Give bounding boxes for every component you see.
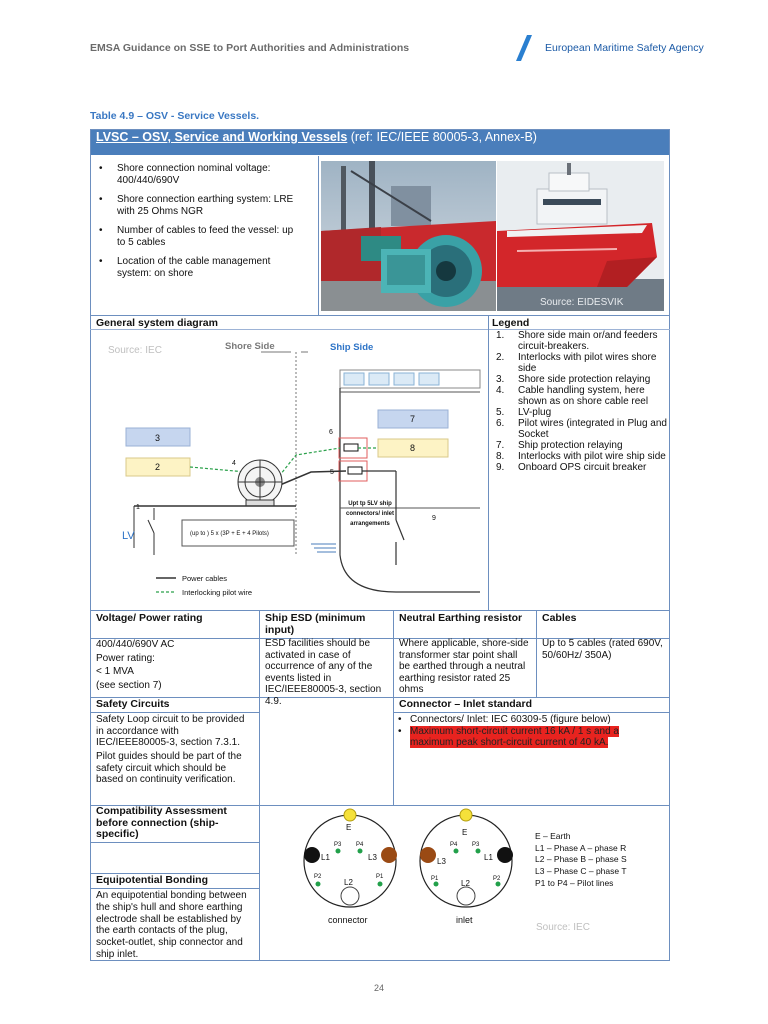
pin-label-p2: P2 <box>314 874 322 880</box>
col-divider <box>536 610 537 698</box>
ship-side-label: Ship Side <box>330 342 374 353</box>
legend-item: 3. Shore side protection relaying <box>496 374 651 385</box>
vessel-deck-photo <box>321 161 496 311</box>
ship-esd-cell: ESD facilities should be activated in case of occurrence of any of the events listed in IEC/IEEE80005-3, section 4.9. <box>265 638 382 707</box>
header-safety-circuits: Safety Circuits <box>96 698 170 710</box>
header-connector-inlet: Connector – Inlet standard <box>399 698 533 710</box>
voltage-line: < 1 MVA <box>96 666 134 677</box>
pin-key-line: E – Earth <box>535 831 571 841</box>
legend-power-cables: Power cables <box>182 574 228 583</box>
bullet-cable-management: • Location of the cable management system: on shore <box>92 256 304 279</box>
connector-standard-text: Connectors/ Inlet: IEC 60309-5 (figure below) <box>410 714 611 725</box>
pin-label-p4: P4 <box>450 842 458 848</box>
photo-source: Source: EIDESVIK <box>540 297 624 308</box>
diagram-num-4: 4 <box>232 460 236 467</box>
pin-label-l1: L1 <box>484 853 493 862</box>
legend-item: 2. Interlocks with pilot wires shore side <box>496 352 657 374</box>
diagram-num-1: 1 <box>136 504 140 511</box>
ship-connector-note-line: connectors/ inlet <box>345 511 394 517</box>
pin-key-line: L3 – Phase C – phase T <box>535 866 627 877</box>
col-divider <box>318 156 319 315</box>
inlet-label: inlet <box>456 915 473 925</box>
diagram-num-5: 5 <box>330 469 334 476</box>
diagram-box-7: 7 <box>410 414 416 424</box>
specs-bullet-list <box>92 163 304 287</box>
bullet-earthing-system: • Shore connection earthing system: LRE with 25 Ohms NGR <box>92 194 304 217</box>
pin-label-l1: L1 <box>321 853 330 862</box>
header-voltage: Voltage/ Power rating <box>96 612 203 624</box>
bullet-number-of-cables: • Number of cables to feed the vessel: up to 5 cables <box>92 225 304 248</box>
legend-pilot-wire: Interlocking pilot wire <box>182 588 253 597</box>
ship-connector-note-line: Upt tp 5LV ship <box>348 501 392 507</box>
diagram-heading: General system diagram <box>96 317 218 329</box>
pin-label-e: E <box>462 828 468 837</box>
equipotential-cell: An equipotential bonding between the ship's hull and shore earthing electrode shall be established by the earth contacts of the plug, socket-outlet, ship connector and ship inlet. <box>96 890 247 960</box>
legend-heading: Legend <box>492 317 530 329</box>
legend-item: 6. Pilot wires (integrated in Plug and Socket <box>496 418 667 440</box>
lv-label: LV <box>122 530 135 542</box>
voltage-rating-cell <box>96 638 256 692</box>
table-caption: Table 4.9 – OSV - Service Vessels. <box>90 110 260 122</box>
legend-item-text: Cable handling system, here shown as on shore cable reel <box>518 385 649 407</box>
short-circuit-highlight: Maximum short-circuit current 16 kA / 1 s and a maximum peak short-circuit current of 40 kA. <box>410 725 619 748</box>
diagram-num-6: 6 <box>329 429 333 436</box>
legend-item-text: Interlocks with pilot wires shore side <box>518 352 657 374</box>
legend-item-text: Shore side main or/and feeders circuit-breakers. <box>518 330 658 352</box>
connector-bullet-shortcircuit: • Maximum short-circuit current 16 kA / 1 s and a maximum peak short-circuit current of 40 kA. <box>398 725 619 748</box>
table-title-ref: (ref: IEC/IEEE 80005-3, Annex-B) <box>347 130 537 144</box>
legend-item-text: Pilot wires (integrated in Plug and Socket <box>518 418 667 440</box>
voltage-line: Power rating: <box>96 652 155 664</box>
diagram-box-3: 3 <box>155 433 161 443</box>
legend-item-text: Onboard OPS circuit breaker <box>518 462 647 473</box>
row-divider <box>90 712 260 713</box>
row-divider <box>90 888 260 889</box>
header-ship-esd: Ship ESD (minimum input) <box>265 612 366 636</box>
diagram-source: Source: IEC <box>108 345 162 356</box>
ship-connector-note <box>335 499 405 529</box>
legend-item: 4. Cable handling system, here shown as on shore cable reel <box>496 385 649 407</box>
pin-key <box>535 831 627 890</box>
header-compatibility: Compatibility Assessment before connection (ship-specific) <box>96 805 227 840</box>
cable-count-note: (up to ) 5 x (3P + E + 4 Pilots) <box>190 531 269 537</box>
table-title-main: LVSC – OSV, Service and Working Vessels <box>96 130 348 144</box>
legend-item-text: Interlocks with pilot wire ship side <box>518 451 666 462</box>
pin-label-l2: L2 <box>344 878 353 887</box>
shore-side-label: Shore Side <box>225 341 275 352</box>
page-number: 24 <box>374 983 385 993</box>
row-divider <box>90 315 670 316</box>
row-divider <box>90 842 260 843</box>
emsa-logo-slash-icon <box>514 34 534 62</box>
legend-item-text: Shore side protection relaying <box>518 374 651 385</box>
pin-label-p3: P3 <box>334 842 342 848</box>
col-divider <box>488 316 489 610</box>
diagram-box-8: 8 <box>410 443 416 453</box>
table-title-bar <box>91 130 669 155</box>
voltage-line: (see section 7) <box>96 679 162 691</box>
pins-source: Source: IEC <box>536 922 590 933</box>
diagram-num-9: 9 <box>432 515 436 522</box>
connector-pin-diagram <box>290 808 520 928</box>
header-cables: Cables <box>542 612 577 624</box>
pin-label-p1: P1 <box>431 876 439 882</box>
cables-cell: Up to 5 cables (rated 690V, 50/60Hz/ 350A) <box>542 638 663 661</box>
diagram-box-2: 2 <box>155 462 161 472</box>
legend-list <box>492 330 668 473</box>
legend-item-text: Ship protection relaying <box>518 440 623 451</box>
legend-item: 9. Onboard OPS circuit breaker <box>496 462 647 473</box>
pin-label-p3: P3 <box>472 842 480 848</box>
pin-label-p1: P1 <box>376 874 384 880</box>
legend-item: 5. LV-plug <box>496 407 552 418</box>
connector-inlet-cell <box>396 714 666 749</box>
voltage-line: 400/440/690V AC <box>96 639 175 650</box>
pin-key-line: L2 – Phase B – phase S <box>535 854 627 865</box>
document-header-title: EMSA Guidance on SSE to Port Authorities and Administrations <box>90 42 410 54</box>
safety-circuits-p1: Safety Loop circuit to be provided in accordance with IEC/IEEE80005-3, section 7.3.1. <box>96 714 245 748</box>
row-divider <box>90 610 670 611</box>
row-divider <box>393 712 670 713</box>
pin-key-line: L1 – Phase A – phase R <box>535 842 627 853</box>
neutral-earthing-cell: Where applicable, shore-side transformer star point shall be earthed through a neutral earthing resistor rated 25 ohms <box>399 638 529 695</box>
pin-label-l2: L2 <box>461 879 470 888</box>
ship-connector-note-line: arrangements <box>350 521 390 527</box>
legend-item: 1. Shore side main or/and feeders circuit-breakers. <box>496 330 658 352</box>
pin-label-e: E <box>346 823 352 832</box>
pin-label-p4: P4 <box>356 842 364 848</box>
legend-item: 7. Ship protection relaying <box>496 440 623 451</box>
pin-key-line: P1 to P4 – Pilot lines <box>535 877 614 888</box>
legend-item-text: LV-plug <box>518 407 552 418</box>
connector-bullet-standard: • Connectors/ Inlet: IEC 60309-5 (figure below) <box>398 714 611 725</box>
bullet-nominal-voltage: • Shore connection nominal voltage: 400/440/690V <box>92 163 304 186</box>
safety-circuits-p2: Pilot guides should be part of the safety circuit which should be based on continuity verification. <box>96 751 242 785</box>
vessel-bow-photo <box>497 161 664 311</box>
pin-label-p2: P2 <box>493 876 501 882</box>
header-equipotential: Equipotential Bonding <box>96 874 208 886</box>
col-divider <box>393 610 394 806</box>
pin-label-l3: L3 <box>368 853 377 862</box>
header-neutral-earthing: Neutral Earthing resistor <box>399 612 523 624</box>
legend-item: 8. Interlocks with pilot wire ship side <box>496 451 666 462</box>
document-header-agency: European Maritime Safety Agency <box>545 42 704 54</box>
pin-label-l3: L3 <box>437 857 446 866</box>
connector-label: connector <box>328 915 368 925</box>
col-divider <box>259 610 260 961</box>
